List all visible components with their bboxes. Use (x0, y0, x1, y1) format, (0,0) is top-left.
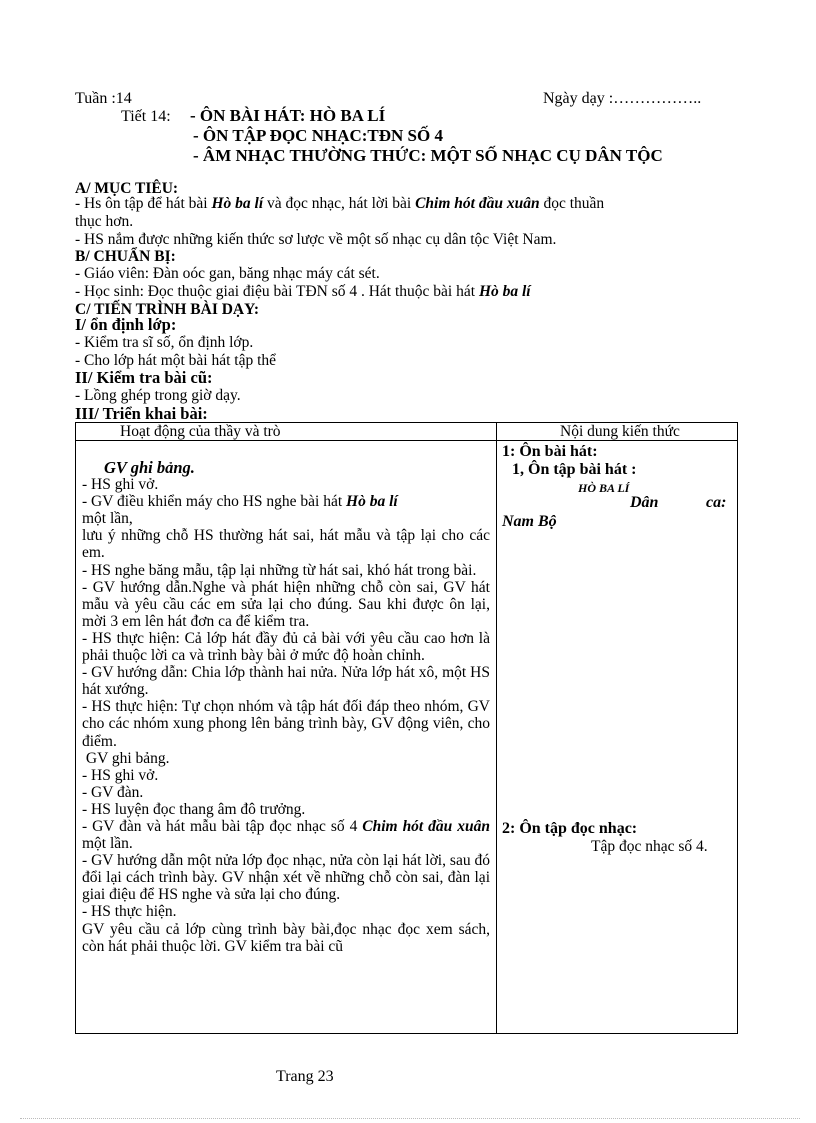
lesson-label: Tiết 14: (121, 108, 171, 125)
section-2-line-1: - Lồng ghép trong giờ dạy. (75, 387, 241, 404)
activity-5: - GV hướng dẫn.Nghe và phát hiện những chỗ còn sai, GV hát mẫu và yêu cầu các em sửa lại cho đúng. Sau khi được ôn lại, mời 3 em lên hát đơn ca để kiểm tra. (82, 578, 490, 630)
activity-1: - HS ghi vở. (82, 476, 159, 494)
activity-6: - HS thực hiện: Cả lớp hát đầy đủ cả bài với yêu cầu cao hơn là phải thuộc lời ca và trình bày bài ở mức độ hoàn chỉnh. (82, 629, 490, 665)
table-header-right: Nội dung kiến thức (560, 423, 680, 440)
activity-10: - HS ghi vở. (82, 766, 159, 784)
objective-line-1: - Hs ôn tập để hát bài Hò ba lí và đọc nhạc, hát lời bài Chim hót đầu xuân đọc thuần (75, 195, 605, 212)
preparation-heading: B/ CHUẨN BỊ: (75, 248, 176, 265)
activity-15: - HS thực hiện. (82, 903, 177, 921)
lesson-topic-2: - ÔN TẬP ĐỌC NHẠC:TĐN SỐ 4 (193, 126, 443, 145)
process-heading: C/ TIẾN TRÌNH BÀI DẠY: (75, 301, 260, 318)
week-label: Tuần :14 (75, 90, 132, 107)
content-1-heading: 1: Ôn bài hát: (502, 443, 598, 460)
page-number: Trang 23 (276, 1068, 334, 1085)
song-title: HÒ BA LÍ (578, 481, 630, 495)
preparation-teacher: - Giáo viên: Đàn oóc gan, băng nhạc máy cát sét. (75, 265, 380, 282)
table-left-column (82, 459, 490, 955)
section-3-heading: III/ Triển khai bài: (75, 404, 208, 423)
activity-11: - GV đàn. (82, 783, 144, 801)
activity-2: - GV điều khiển máy cho HS nghe bài hát Hò ba lí một lần, (82, 493, 398, 528)
section-1-heading: I/ ổn định lớp: (75, 315, 177, 334)
activity-9: GV ghi bảng. (82, 749, 170, 767)
content-1-sub: 1, Ôn tập bài hát : (512, 461, 637, 478)
objectives-heading: A/ MỤC TIÊU: (75, 180, 179, 197)
activity-16: GV yêu cầu cả lớp cùng trình bày bài,đọc nhạc đọc xem sách, còn hát phải thuộc lời. GV kiểm tra bài cũ (82, 920, 490, 955)
activity-13: - GV đàn và hát mẫu bài tập đọc nhạc số 4 Chim hót đầu xuân một lần. (82, 817, 490, 853)
song-origin-region: Nam Bộ (502, 513, 557, 530)
footer-rule (20, 1118, 800, 1119)
section-2-heading: II/ Kiểm tra bài cũ: (75, 368, 213, 387)
teach-date: Ngày dạy :…………….. (543, 90, 702, 107)
table-column-divider (496, 422, 497, 1034)
section-1-line-2: - Cho lớp hát một bài hát tập thể (75, 352, 277, 369)
activity-7: - GV hướng dẫn: Chia lớp thành hai nửa. Nửa lớp hát xô, một HS hát xướng. (82, 664, 490, 699)
objective-line-3: - HS nắm được những kiến thức sơ lược về một số nhạc cụ dân tộc Việt Nam. (75, 231, 557, 248)
song-origin-ca: ca: (706, 494, 727, 511)
activity-14: - GV hướng dẫn một nửa lớp đọc nhạc, nửa còn lại hát lời, sau đó đổi lại cách trình bày. GV nhận xét về những chỗ còn sai, đàn lại giai điệu để HS nghe và sửa lại cho đúng. (82, 852, 490, 904)
activity-8: - HS thực hiện: Tự chọn nhóm và tập hát đối đáp theo nhóm, GV cho các nhóm xung phong lên bảng trình bày, GV động viên, cho điểm. (82, 698, 490, 750)
objective-line-2: thục hơn. (75, 213, 134, 230)
activity-12: - HS luyện đọc thang âm đô trưởng. (82, 800, 306, 818)
section-1-line-1: - Kiểm tra sĩ số, ổn định lớp. (75, 334, 254, 351)
content-2-heading: 2: Ôn tập đọc nhạc: (502, 820, 638, 837)
activity-3: lưu ý những chỗ HS thường hát sai, hát mẫu và tập lại cho các em. (82, 527, 490, 562)
song-origin-dan: Dân (630, 494, 659, 511)
lesson-topic-1: - ÔN BÀI HÁT: HÒ BA LÍ (190, 106, 386, 125)
preparation-student: - Học sinh: Đọc thuộc giai điệu bài TĐN số 4 . Hát thuộc bài hát Hò ba lí (75, 283, 531, 300)
table-header-left: Hoạt động của thầy và trò (120, 423, 281, 440)
content-2-sub: Tập đọc nhạc số 4. (591, 838, 708, 855)
activity-4: - HS nghe băng mẫu, tập lại những từ hát sai, khó hát trong bài. (82, 561, 477, 579)
lesson-topic-3: - ÂM NHẠC THƯỜNG THỨC: MỘT SỐ NHẠC CỤ DÂN TỘC (193, 146, 663, 165)
gv-ghi-bang: GV ghi bảng. (104, 458, 195, 477)
